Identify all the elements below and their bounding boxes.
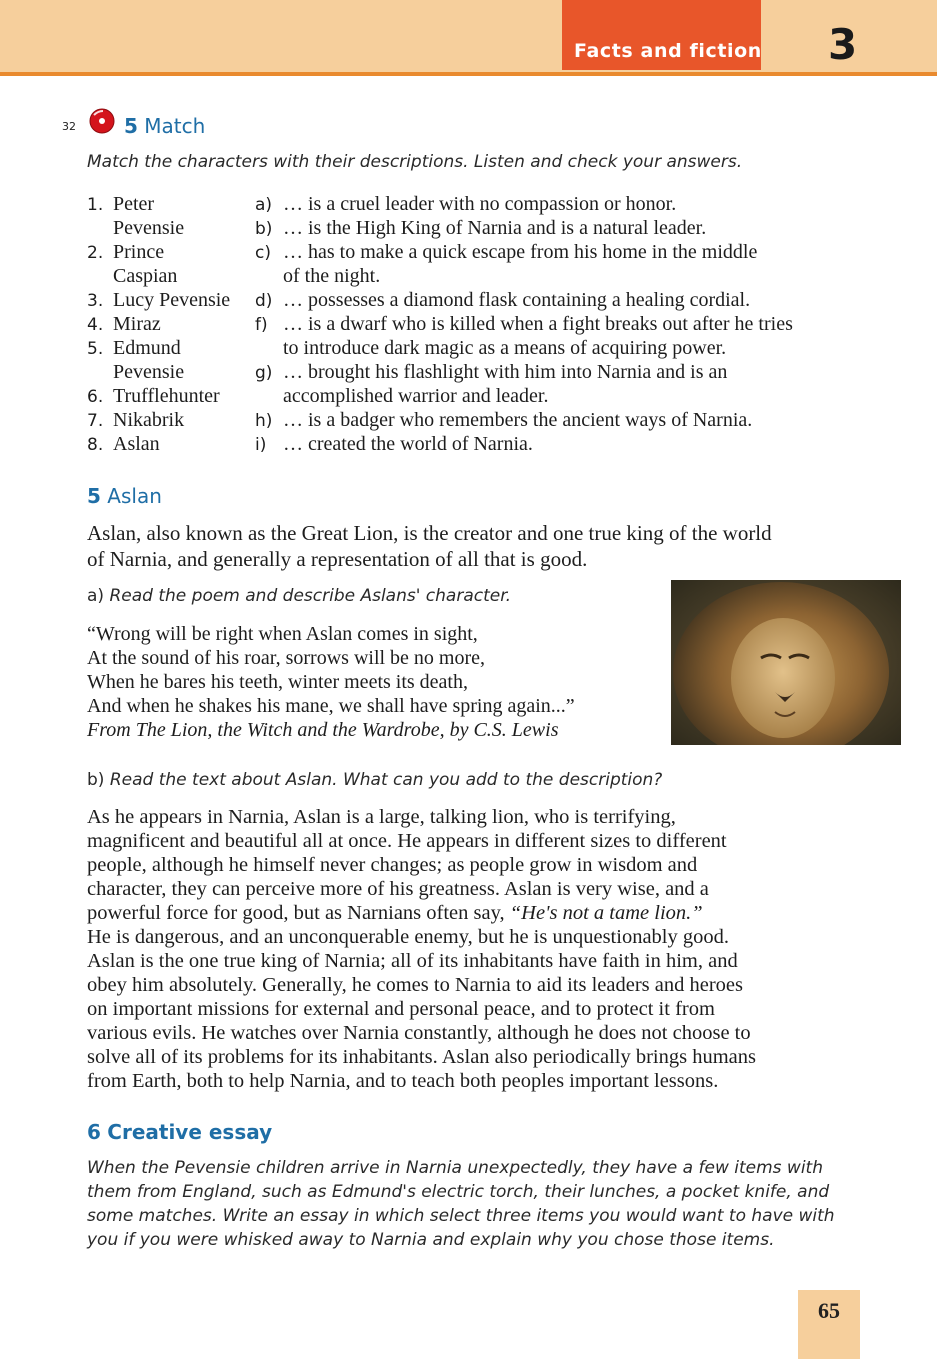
- character-item: [87, 216, 184, 240]
- description-item-marker: f): [255, 315, 268, 335]
- character-item-text: Pevensie: [113, 217, 185, 239]
- character-item-text: Pevensie: [113, 361, 185, 383]
- essay-instruction: [87, 1156, 835, 1252]
- character-item-text: Lucy Pevensie: [113, 289, 231, 311]
- character-item-text: Nikabrik: [113, 409, 185, 431]
- match-instruction: Match the characters with their descriptions. Listen and check your answers.: [87, 152, 743, 172]
- exercise-5-aslan-heading: [87, 484, 162, 508]
- lion-photo: [671, 580, 901, 745]
- description-item-text: … is a badger who remembers the ancient ways of Narnia.: [283, 409, 753, 431]
- description-item-text: … brought his flashlight with him into Narnia and is an: [283, 361, 728, 383]
- description-item-marker: a): [255, 195, 273, 215]
- description-item-text: … is a cruel leader with no compassion or honor.: [283, 193, 677, 215]
- description-item: [255, 192, 676, 217]
- description-item: [255, 264, 380, 288]
- text-line: solve all of its problems for its inhabitants. Aslan also periodically brings humans: [87, 1046, 757, 1068]
- page-number: 65: [818, 1298, 840, 1323]
- character-item-marker: 3.: [87, 291, 104, 311]
- cd-audio-icon: [88, 106, 116, 134]
- text-line: from Earth, both to help Narnia, and to teach both peoples important lessons.: [87, 1070, 719, 1092]
- exercise-6-heading: [87, 1120, 272, 1144]
- description-item-marker: g): [255, 363, 273, 383]
- poem-line: And when he shakes his mane, we shall have spring again...”: [87, 695, 575, 717]
- audio-track-number: 32: [62, 120, 76, 133]
- exercise-number: 5: [87, 484, 101, 508]
- character-item-marker: 4.: [87, 315, 104, 335]
- description-item-text: accomplished warrior and leader.: [283, 385, 549, 407]
- header-band: [0, 0, 937, 72]
- instruction-line: you if you were whisked away to Narnia and explain why you chose those items.: [87, 1230, 775, 1250]
- character-item-text: Edmund: [113, 337, 181, 359]
- character-item-marker: 8.: [87, 435, 104, 455]
- task-b-text: Read the text about Aslan. What can you add to the description?: [109, 770, 663, 790]
- task-b-marker: b): [87, 770, 105, 790]
- character-item-marker: 5.: [87, 339, 104, 359]
- description-item-marker: c): [255, 243, 271, 263]
- description-item-text: … has to make a quick escape from his home in the middle: [283, 241, 758, 263]
- character-item-text: Peter: [113, 193, 155, 215]
- poem: [87, 622, 575, 742]
- poem-source: From The Lion, the Witch and the Wardrobe, by C.S. Lewis: [87, 719, 559, 741]
- description-item-text: … is a dwarf who is killed when a fight breaks out after he tries: [283, 313, 793, 335]
- description-item-marker: h): [255, 411, 273, 431]
- text-line: character, they can perceive more of his greatness. Aslan is very wise, and a: [87, 878, 709, 900]
- exercise-5-match-heading: [124, 114, 205, 138]
- task-b-instruction: [87, 770, 662, 790]
- instruction-line: When the Pevensie children arrive in Narnia unexpectedly, they have a few items with: [87, 1158, 823, 1178]
- character-item-text: Caspian: [113, 265, 178, 287]
- text-line: various evils. He watches over Narnia constantly, although he does not choose to: [87, 1022, 751, 1044]
- character-item-text: Aslan: [113, 433, 160, 455]
- character-item-marker: 6.: [87, 387, 104, 407]
- aslan-intro: [87, 520, 772, 572]
- text-line: people, although he himself never changes; as people grow in wisdom and: [87, 854, 698, 876]
- character-item: [87, 384, 220, 409]
- chapter-number: 3: [828, 20, 858, 69]
- aslan-text: [87, 805, 756, 1093]
- instruction-line: them from England, such as Edmund's electric torch, their lunches, a pocket knife, and: [87, 1182, 830, 1202]
- character-item-marker: 2.: [87, 243, 104, 263]
- description-item-marker: d): [255, 291, 273, 311]
- character-item: [87, 240, 164, 265]
- exercise-title: Creative essay: [107, 1120, 273, 1144]
- instruction-line: some matches. Write an essay in which select three items you would want to have with: [87, 1206, 835, 1226]
- text-line: Aslan is the one true king of Narnia; all of its inhabitants have faith in him, and: [87, 950, 738, 972]
- task-a-instruction: [87, 586, 511, 606]
- character-item: [87, 264, 177, 288]
- description-item-marker: b): [255, 219, 273, 239]
- exercise-number: 5: [124, 114, 138, 138]
- header-rule: [0, 72, 937, 76]
- text-line: He is dangerous, and an unconquerable enemy, but he is unquestionably good.: [87, 926, 729, 948]
- character-item: [87, 360, 184, 384]
- characters-list: [87, 192, 247, 456]
- exercise-number: 6: [87, 1120, 101, 1144]
- text-line-plain: powerful force for good, but as Narnians often say,: [87, 902, 510, 924]
- character-item: [87, 432, 160, 457]
- description-item-marker: i): [255, 435, 267, 455]
- text-line: obey him absolutely. Generally, he comes to Narnia to aid its leaders and heroes: [87, 974, 743, 996]
- description-item-text: to introduce dark magic as a means of acquiring power.: [283, 337, 727, 359]
- description-item-text: … possesses a diamond flask containing a healing cordial.: [283, 289, 751, 311]
- description-item: [255, 216, 706, 241]
- description-item: [255, 240, 757, 265]
- description-item: [255, 288, 750, 313]
- descriptions-list: [255, 192, 855, 456]
- intro-line: of Narnia, and generally a representation of all that is good.: [87, 547, 588, 571]
- character-item-text: Prince: [113, 241, 165, 263]
- poem-line: At the sound of his roar, sorrows will be no more,: [87, 647, 486, 669]
- text-line: magnificent and beautiful all at once. He appears in different sizes to different: [87, 830, 727, 852]
- character-item-marker: 7.: [87, 411, 104, 431]
- poem-line: When he bares his teeth, winter meets its death,: [87, 671, 468, 693]
- exercise-title: Match: [144, 114, 206, 138]
- task-a-marker: a): [87, 586, 105, 606]
- text-line: [87, 901, 756, 925]
- quote-not-a-tame-lion: “He's not a tame lion.”: [509, 902, 703, 924]
- task-a-text: Read the poem and describe Aslans' character.: [109, 586, 512, 606]
- section-title: Facts and fiction: [574, 40, 762, 62]
- character-item: [87, 192, 154, 217]
- character-item: [87, 336, 181, 361]
- character-item-text: Trufflehunter: [113, 385, 220, 407]
- text-line: As he appears in Narnia, Aslan is a large, talking lion, who is terrifying,: [87, 806, 676, 828]
- page-number-box: [798, 1290, 860, 1359]
- description-item: [255, 360, 727, 385]
- intro-line: Aslan, also known as the Great Lion, is the creator and one true king of the world: [87, 521, 772, 545]
- description-item: [255, 336, 726, 360]
- description-item: [255, 408, 752, 433]
- character-item-marker: 1.: [87, 195, 104, 215]
- exercise-title: Aslan: [107, 484, 162, 508]
- description-item: [255, 432, 533, 457]
- description-item-text: … created the world of Narnia.: [283, 433, 533, 455]
- description-item: [255, 384, 548, 408]
- description-item: [255, 312, 793, 337]
- character-item-text: Miraz: [113, 313, 161, 335]
- character-item: [87, 312, 161, 337]
- character-item: [87, 288, 230, 313]
- poem-line: “Wrong will be right when Aslan comes in sight,: [87, 623, 478, 645]
- text-line: on important missions for external and personal peace, and to protect it from: [87, 998, 715, 1020]
- description-item-text: of the night.: [283, 265, 381, 287]
- character-item: [87, 408, 184, 433]
- description-item-text: … is the High King of Narnia and is a natural leader.: [283, 217, 707, 239]
